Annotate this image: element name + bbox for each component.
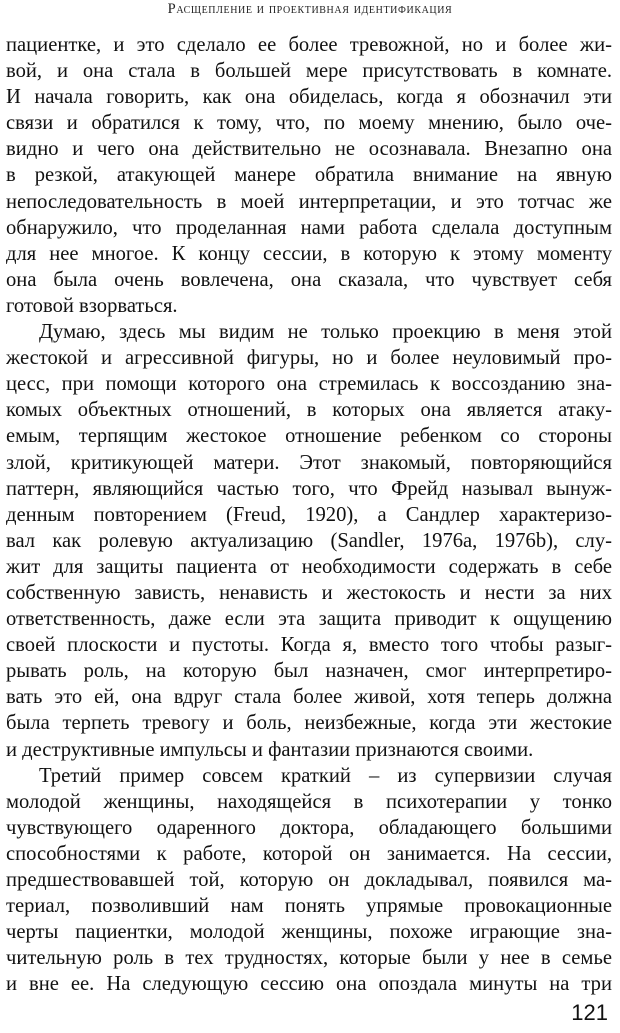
text-line: и деструктивные импульсы и фантазии признаются своими. — [6, 738, 534, 761]
text-line: паттерн, являющийся частью того, что Фрейд называл вынуж- — [6, 477, 612, 500]
text-line: рывать роль, на которую был назначен, смог интерпретиро- — [6, 660, 612, 683]
text-line: обнаружило, что проделанная нами работа сделала доступным — [6, 216, 612, 239]
paragraph-3 — [6, 763, 612, 998]
text-line: непоследовательность в моей интерпретации, и это тотчас же — [6, 190, 612, 213]
text-line: предшествовавшей той, которую он докладывал, появился ма- — [6, 869, 612, 891]
text-line: способностями к работе, которой он занимается. На сессии, — [6, 842, 612, 865]
text-line: жит для защиты пациента от необходимости содержать в себе — [6, 555, 612, 578]
text-line: и вне ее. На следующую сессию она опоздала минуты на три — [6, 973, 612, 996]
text-line: И начала говорить, как она обиделась, когда я обозначил эти — [6, 86, 612, 109]
text-line: емым, терпящим жестокое отношение ребенком со стороны — [6, 425, 612, 448]
text-line: чительную роль в тех трудностях, которые были у нее в семье — [6, 947, 612, 970]
text-line: собственную зависть, ненависть и жестокость и нести за них — [6, 581, 612, 604]
text-line: чувствующего одаренного доктора, обладающего большими — [6, 816, 612, 839]
text-line: вой, и она стала в большей мере присутствовать в комнате. — [6, 60, 612, 83]
text-line: злой, критикующей матери. Этот знакомый, повторяющийся — [6, 451, 612, 474]
body-text — [6, 32, 612, 997]
text-line: молодой женщины, находящейся в психотерапии у тонко — [6, 790, 612, 813]
text-line: готовой взорваться. — [6, 294, 178, 317]
text-line: ответственность, даже если эта защита приводит к ощущению — [6, 608, 612, 631]
text-line: видно и чего она действительно не осознавала. Внезапно она — [6, 138, 612, 161]
text-line: она была очень вовлечена, она сказала, что чувствует себя — [6, 268, 612, 291]
page-number: 121 — [571, 1000, 608, 1025]
text-line: денным повторением (Freud, 1920), а Сандлер характеризо- — [6, 503, 612, 526]
text-line: Третий пример совсем краткий – из супервизии случая — [39, 764, 612, 787]
text-line: была терпеть тревогу и боль, неизбежные, когда эти жестокие — [6, 712, 612, 735]
text-line: черты пациентки, молодой женщины, похоже играющие зна- — [6, 921, 612, 944]
text-line: цесс, при помощи которого она стремилась к воссозданию зна- — [6, 373, 612, 396]
text-line: териал, позволивший нам понять упрямые провокационные — [6, 895, 612, 918]
text-line: комых объектных отношений, в которых она является атаку- — [6, 399, 612, 422]
text-line: своей плоскости и пустоты. Когда я, вместо того чтобы разыг- — [6, 634, 612, 657]
text-line: жестокой и агрессивной фигуры, но и более неуловимый про- — [6, 347, 612, 370]
text-line: связи и обратился к тому, что, по моему мнению, было оче- — [6, 112, 612, 135]
paragraph-1 — [6, 32, 612, 319]
text-line: для нее многое. К концу сессии, в которую к этому моменту — [6, 242, 612, 265]
paragraph-2 — [6, 319, 612, 763]
text-line: вать это ей, она вдруг стала более живой, хотя теперь должна — [6, 686, 612, 709]
text-line: в резкой, атакующей манере обратила внимание на явную — [6, 164, 612, 187]
text-line: вал как ролевую актуализацию (Sandler, 1976a, 1976b), слу- — [6, 529, 612, 552]
running-head: Расщепление и проективная идентификация — [167, 1, 453, 17]
text-line: Думаю, здесь мы видим не только проекцию в меня этой — [39, 321, 612, 344]
text-line: пациентке, и это сделало ее более тревожной, но и более жи- — [6, 34, 612, 56]
